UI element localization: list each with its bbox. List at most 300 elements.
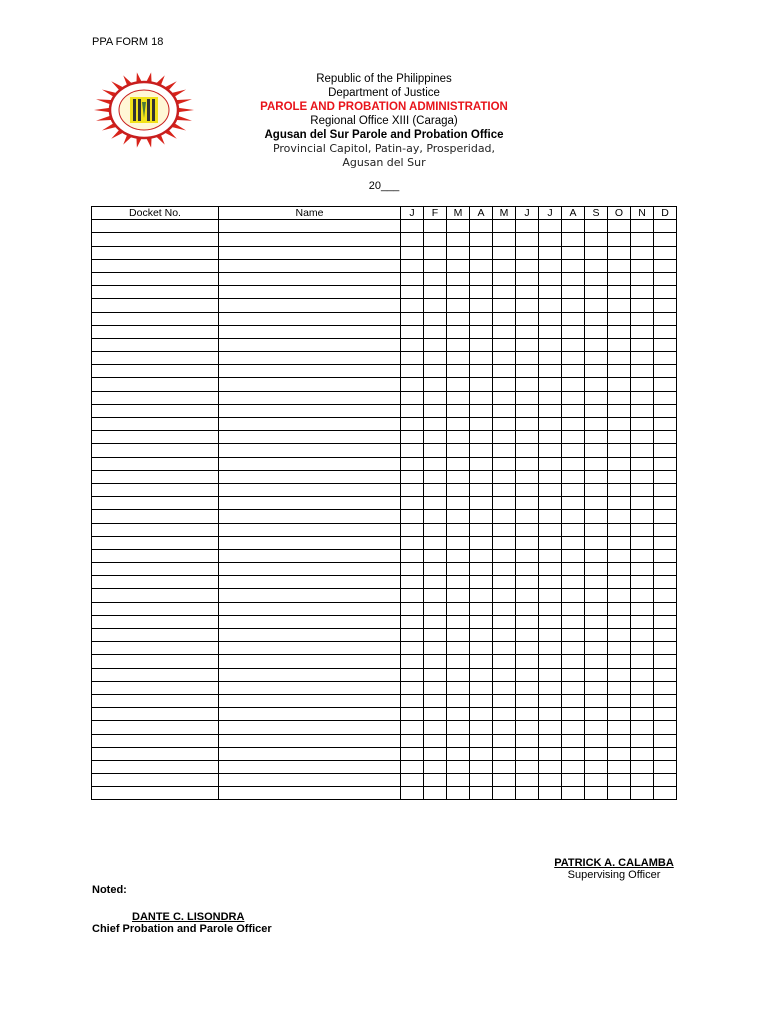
table-cell[interactable]: [608, 642, 631, 655]
table-cell[interactable]: [631, 760, 654, 773]
table-cell[interactable]: [562, 233, 585, 246]
table-cell[interactable]: [608, 734, 631, 747]
table-cell[interactable]: [401, 694, 424, 707]
table-cell[interactable]: [608, 483, 631, 496]
table-cell[interactable]: [470, 391, 493, 404]
table-cell[interactable]: [562, 470, 585, 483]
table-cell[interactable]: [447, 563, 470, 576]
table-cell[interactable]: [493, 589, 516, 602]
table-cell[interactable]: [401, 431, 424, 444]
table-cell[interactable]: [654, 259, 677, 272]
table-cell[interactable]: [401, 747, 424, 760]
table-cell[interactable]: [654, 576, 677, 589]
table-cell[interactable]: [219, 404, 401, 417]
table-cell[interactable]: [447, 286, 470, 299]
table-cell[interactable]: [585, 312, 608, 325]
table-cell[interactable]: [562, 418, 585, 431]
table-cell[interactable]: [516, 549, 539, 562]
table-cell[interactable]: [539, 589, 562, 602]
table-cell[interactable]: [401, 220, 424, 233]
table-cell[interactable]: [447, 681, 470, 694]
table-cell[interactable]: [92, 774, 219, 787]
table-cell[interactable]: [631, 312, 654, 325]
table-cell[interactable]: [585, 681, 608, 694]
table-cell[interactable]: [585, 655, 608, 668]
table-cell[interactable]: [654, 497, 677, 510]
table-cell[interactable]: [539, 325, 562, 338]
table-cell[interactable]: [562, 457, 585, 470]
table-cell[interactable]: [219, 457, 401, 470]
table-cell[interactable]: [424, 668, 447, 681]
table-cell[interactable]: [424, 246, 447, 259]
table-cell[interactable]: [585, 418, 608, 431]
table-cell[interactable]: [92, 391, 219, 404]
table-cell[interactable]: [654, 734, 677, 747]
table-cell[interactable]: [608, 747, 631, 760]
table-cell[interactable]: [585, 589, 608, 602]
table-cell[interactable]: [608, 378, 631, 391]
table-cell[interactable]: [219, 708, 401, 721]
table-cell[interactable]: [447, 615, 470, 628]
table-cell[interactable]: [493, 523, 516, 536]
table-cell[interactable]: [470, 642, 493, 655]
table-cell[interactable]: [585, 734, 608, 747]
table-cell[interactable]: [516, 747, 539, 760]
table-cell[interactable]: [539, 259, 562, 272]
table-cell[interactable]: [447, 734, 470, 747]
table-cell[interactable]: [631, 602, 654, 615]
table-cell[interactable]: [562, 483, 585, 496]
table-cell[interactable]: [92, 615, 219, 628]
table-cell[interactable]: [424, 510, 447, 523]
table-cell[interactable]: [608, 615, 631, 628]
table-cell[interactable]: [470, 694, 493, 707]
table-cell[interactable]: [447, 708, 470, 721]
table-cell[interactable]: [516, 708, 539, 721]
table-cell[interactable]: [470, 418, 493, 431]
table-cell[interactable]: [539, 576, 562, 589]
table-cell[interactable]: [654, 272, 677, 285]
table-cell[interactable]: [631, 708, 654, 721]
table-cell[interactable]: [447, 312, 470, 325]
table-cell[interactable]: [539, 286, 562, 299]
table-cell[interactable]: [516, 483, 539, 496]
table-cell[interactable]: [608, 576, 631, 589]
table-cell[interactable]: [516, 365, 539, 378]
table-cell[interactable]: [539, 220, 562, 233]
table-cell[interactable]: [585, 510, 608, 523]
table-cell[interactable]: [424, 589, 447, 602]
table-cell[interactable]: [424, 734, 447, 747]
table-cell[interactable]: [631, 510, 654, 523]
table-cell[interactable]: [470, 220, 493, 233]
table-cell[interactable]: [219, 497, 401, 510]
table-cell[interactable]: [92, 497, 219, 510]
table-cell[interactable]: [562, 655, 585, 668]
table-cell[interactable]: [631, 483, 654, 496]
table-cell[interactable]: [539, 338, 562, 351]
table-cell[interactable]: [401, 378, 424, 391]
table-cell[interactable]: [424, 523, 447, 536]
table-cell[interactable]: [493, 431, 516, 444]
table-cell[interactable]: [562, 760, 585, 773]
table-cell[interactable]: [539, 431, 562, 444]
table-cell[interactable]: [493, 642, 516, 655]
table-cell[interactable]: [447, 325, 470, 338]
table-cell[interactable]: [585, 233, 608, 246]
table-cell[interactable]: [585, 299, 608, 312]
table-cell[interactable]: [631, 259, 654, 272]
table-cell[interactable]: [654, 694, 677, 707]
table-cell[interactable]: [219, 760, 401, 773]
table-cell[interactable]: [562, 642, 585, 655]
table-cell[interactable]: [493, 325, 516, 338]
table-cell[interactable]: [654, 774, 677, 787]
table-cell[interactable]: [92, 760, 219, 773]
table-cell[interactable]: [631, 655, 654, 668]
table-cell[interactable]: [424, 681, 447, 694]
table-cell[interactable]: [447, 391, 470, 404]
table-cell[interactable]: [401, 589, 424, 602]
table-cell[interactable]: [562, 404, 585, 417]
table-cell[interactable]: [562, 694, 585, 707]
table-cell[interactable]: [562, 444, 585, 457]
table-cell[interactable]: [401, 734, 424, 747]
table-cell[interactable]: [92, 246, 219, 259]
table-cell[interactable]: [608, 233, 631, 246]
table-cell[interactable]: [654, 325, 677, 338]
table-cell[interactable]: [401, 418, 424, 431]
table-cell[interactable]: [654, 312, 677, 325]
table-cell[interactable]: [447, 365, 470, 378]
table-cell[interactable]: [516, 497, 539, 510]
table-cell[interactable]: [401, 338, 424, 351]
table-cell[interactable]: [608, 694, 631, 707]
table-cell[interactable]: [401, 365, 424, 378]
table-cell[interactable]: [516, 536, 539, 549]
table-cell[interactable]: [585, 497, 608, 510]
table-cell[interactable]: [585, 787, 608, 800]
table-cell[interactable]: [562, 576, 585, 589]
table-cell[interactable]: [219, 510, 401, 523]
table-cell[interactable]: [608, 497, 631, 510]
table-cell[interactable]: [92, 734, 219, 747]
table-cell[interactable]: [447, 404, 470, 417]
table-cell[interactable]: [401, 629, 424, 642]
table-cell[interactable]: [654, 431, 677, 444]
table-cell[interactable]: [631, 721, 654, 734]
table-cell[interactable]: [447, 378, 470, 391]
table-cell[interactable]: [631, 642, 654, 655]
table-cell[interactable]: [562, 734, 585, 747]
table-cell[interactable]: [516, 774, 539, 787]
table-cell[interactable]: [608, 668, 631, 681]
table-cell[interactable]: [447, 444, 470, 457]
table-cell[interactable]: [539, 655, 562, 668]
table-cell[interactable]: [219, 694, 401, 707]
table-cell[interactable]: [608, 338, 631, 351]
table-cell[interactable]: [562, 668, 585, 681]
table-cell[interactable]: [608, 708, 631, 721]
table-cell[interactable]: [608, 246, 631, 259]
table-cell[interactable]: [219, 312, 401, 325]
table-cell[interactable]: [562, 589, 585, 602]
table-cell[interactable]: [424, 444, 447, 457]
table-cell[interactable]: [424, 431, 447, 444]
table-cell[interactable]: [562, 497, 585, 510]
table-cell[interactable]: [631, 220, 654, 233]
table-cell[interactable]: [401, 602, 424, 615]
table-cell[interactable]: [608, 312, 631, 325]
table-cell[interactable]: [608, 510, 631, 523]
table-cell[interactable]: [219, 655, 401, 668]
table-cell[interactable]: [654, 299, 677, 312]
table-cell[interactable]: [539, 510, 562, 523]
table-cell[interactable]: [219, 246, 401, 259]
table-cell[interactable]: [424, 576, 447, 589]
table-cell[interactable]: [470, 497, 493, 510]
table-cell[interactable]: [424, 563, 447, 576]
table-cell[interactable]: [92, 220, 219, 233]
table-cell[interactable]: [585, 483, 608, 496]
table-cell[interactable]: [608, 259, 631, 272]
table-cell[interactable]: [516, 338, 539, 351]
table-cell[interactable]: [516, 523, 539, 536]
table-cell[interactable]: [92, 418, 219, 431]
table-cell[interactable]: [470, 536, 493, 549]
table-cell[interactable]: [516, 418, 539, 431]
table-cell[interactable]: [539, 760, 562, 773]
table-cell[interactable]: [539, 299, 562, 312]
table-cell[interactable]: [470, 681, 493, 694]
table-cell[interactable]: [92, 338, 219, 351]
table-cell[interactable]: [516, 246, 539, 259]
table-cell[interactable]: [447, 576, 470, 589]
table-cell[interactable]: [562, 431, 585, 444]
table-cell[interactable]: [562, 774, 585, 787]
table-cell[interactable]: [654, 523, 677, 536]
table-cell[interactable]: [608, 444, 631, 457]
table-cell[interactable]: [401, 286, 424, 299]
table-cell[interactable]: [470, 312, 493, 325]
table-cell[interactable]: [219, 747, 401, 760]
table-cell[interactable]: [608, 523, 631, 536]
table-cell[interactable]: [631, 286, 654, 299]
table-cell[interactable]: [654, 668, 677, 681]
table-cell[interactable]: [424, 642, 447, 655]
table-cell[interactable]: [562, 391, 585, 404]
table-cell[interactable]: [401, 483, 424, 496]
table-cell[interactable]: [447, 272, 470, 285]
table-cell[interactable]: [631, 325, 654, 338]
table-cell[interactable]: [401, 259, 424, 272]
table-cell[interactable]: [654, 220, 677, 233]
table-cell[interactable]: [401, 391, 424, 404]
table-cell[interactable]: [470, 352, 493, 365]
table-cell[interactable]: [539, 523, 562, 536]
table-cell[interactable]: [470, 272, 493, 285]
table-cell[interactable]: [92, 272, 219, 285]
table-cell[interactable]: [631, 694, 654, 707]
table-cell[interactable]: [470, 576, 493, 589]
table-cell[interactable]: [470, 259, 493, 272]
table-cell[interactable]: [219, 338, 401, 351]
table-cell[interactable]: [424, 286, 447, 299]
table-cell[interactable]: [539, 708, 562, 721]
table-cell[interactable]: [516, 259, 539, 272]
table-cell[interactable]: [424, 391, 447, 404]
table-cell[interactable]: [424, 325, 447, 338]
table-cell[interactable]: [562, 523, 585, 536]
table-cell[interactable]: [424, 774, 447, 787]
table-cell[interactable]: [562, 615, 585, 628]
table-cell[interactable]: [562, 325, 585, 338]
table-cell[interactable]: [654, 629, 677, 642]
table-cell[interactable]: [219, 483, 401, 496]
table-cell[interactable]: [585, 694, 608, 707]
table-cell[interactable]: [493, 563, 516, 576]
table-cell[interactable]: [631, 470, 654, 483]
table-cell[interactable]: [608, 629, 631, 642]
table-cell[interactable]: [92, 312, 219, 325]
table-cell[interactable]: [470, 378, 493, 391]
table-cell[interactable]: [516, 272, 539, 285]
table-cell[interactable]: [470, 470, 493, 483]
table-cell[interactable]: [562, 312, 585, 325]
table-cell[interactable]: [562, 272, 585, 285]
table-cell[interactable]: [470, 760, 493, 773]
table-cell[interactable]: [631, 681, 654, 694]
table-cell[interactable]: [493, 510, 516, 523]
table-cell[interactable]: [608, 431, 631, 444]
table-cell[interactable]: [631, 589, 654, 602]
table-cell[interactable]: [585, 338, 608, 351]
table-cell[interactable]: [493, 734, 516, 747]
table-cell[interactable]: [470, 510, 493, 523]
table-cell[interactable]: [92, 378, 219, 391]
table-cell[interactable]: [631, 774, 654, 787]
table-cell[interactable]: [539, 378, 562, 391]
table-cell[interactable]: [92, 563, 219, 576]
table-cell[interactable]: [654, 378, 677, 391]
table-cell[interactable]: [493, 444, 516, 457]
table-cell[interactable]: [608, 470, 631, 483]
table-cell[interactable]: [92, 444, 219, 457]
table-cell[interactable]: [424, 378, 447, 391]
table-cell[interactable]: [424, 549, 447, 562]
table-cell[interactable]: [219, 286, 401, 299]
table-cell[interactable]: [401, 708, 424, 721]
table-cell[interactable]: [493, 655, 516, 668]
table-cell[interactable]: [447, 629, 470, 642]
table-cell[interactable]: [219, 576, 401, 589]
table-cell[interactable]: [654, 708, 677, 721]
table-cell[interactable]: [219, 378, 401, 391]
table-cell[interactable]: [401, 510, 424, 523]
table-cell[interactable]: [631, 352, 654, 365]
table-cell[interactable]: [470, 404, 493, 417]
table-cell[interactable]: [493, 470, 516, 483]
table-cell[interactable]: [470, 747, 493, 760]
table-cell[interactable]: [493, 774, 516, 787]
table-cell[interactable]: [424, 470, 447, 483]
table-cell[interactable]: [562, 510, 585, 523]
table-cell[interactable]: [219, 418, 401, 431]
table-cell[interactable]: [470, 431, 493, 444]
table-cell[interactable]: [470, 589, 493, 602]
table-cell[interactable]: [516, 642, 539, 655]
table-cell[interactable]: [608, 760, 631, 773]
table-cell[interactable]: [562, 536, 585, 549]
table-cell[interactable]: [92, 365, 219, 378]
table-cell[interactable]: [562, 787, 585, 800]
table-cell[interactable]: [539, 549, 562, 562]
table-cell[interactable]: [539, 721, 562, 734]
table-cell[interactable]: [447, 694, 470, 707]
table-cell[interactable]: [516, 787, 539, 800]
table-cell[interactable]: [516, 391, 539, 404]
table-cell[interactable]: [447, 721, 470, 734]
table-cell[interactable]: [654, 747, 677, 760]
table-cell[interactable]: [92, 457, 219, 470]
table-cell[interactable]: [424, 760, 447, 773]
table-cell[interactable]: [219, 787, 401, 800]
table-cell[interactable]: [585, 668, 608, 681]
table-cell[interactable]: [585, 747, 608, 760]
table-cell[interactable]: [219, 536, 401, 549]
table-cell[interactable]: [539, 787, 562, 800]
table-cell[interactable]: [608, 563, 631, 576]
table-cell[interactable]: [562, 352, 585, 365]
table-cell[interactable]: [447, 418, 470, 431]
table-cell[interactable]: [516, 444, 539, 457]
table-cell[interactable]: [424, 629, 447, 642]
table-cell[interactable]: [539, 233, 562, 246]
table-cell[interactable]: [92, 483, 219, 496]
table-cell[interactable]: [424, 272, 447, 285]
table-cell[interactable]: [516, 233, 539, 246]
table-cell[interactable]: [608, 774, 631, 787]
table-cell[interactable]: [219, 734, 401, 747]
table-cell[interactable]: [654, 549, 677, 562]
table-cell[interactable]: [424, 259, 447, 272]
table-cell[interactable]: [539, 246, 562, 259]
table-cell[interactable]: [470, 286, 493, 299]
table-cell[interactable]: [585, 615, 608, 628]
table-cell[interactable]: [470, 629, 493, 642]
table-cell[interactable]: [631, 563, 654, 576]
table-cell[interactable]: [447, 352, 470, 365]
table-cell[interactable]: [539, 642, 562, 655]
table-cell[interactable]: [219, 325, 401, 338]
table-cell[interactable]: [631, 497, 654, 510]
table-cell[interactable]: [493, 576, 516, 589]
table-cell[interactable]: [470, 615, 493, 628]
table-cell[interactable]: [631, 391, 654, 404]
table-cell[interactable]: [92, 259, 219, 272]
table-cell[interactable]: [654, 233, 677, 246]
table-cell[interactable]: [608, 457, 631, 470]
table-cell[interactable]: [516, 299, 539, 312]
table-cell[interactable]: [631, 536, 654, 549]
table-cell[interactable]: [92, 299, 219, 312]
table-cell[interactable]: [447, 220, 470, 233]
table-cell[interactable]: [562, 378, 585, 391]
table-cell[interactable]: [516, 312, 539, 325]
table-cell[interactable]: [516, 457, 539, 470]
table-cell[interactable]: [493, 259, 516, 272]
table-cell[interactable]: [493, 418, 516, 431]
